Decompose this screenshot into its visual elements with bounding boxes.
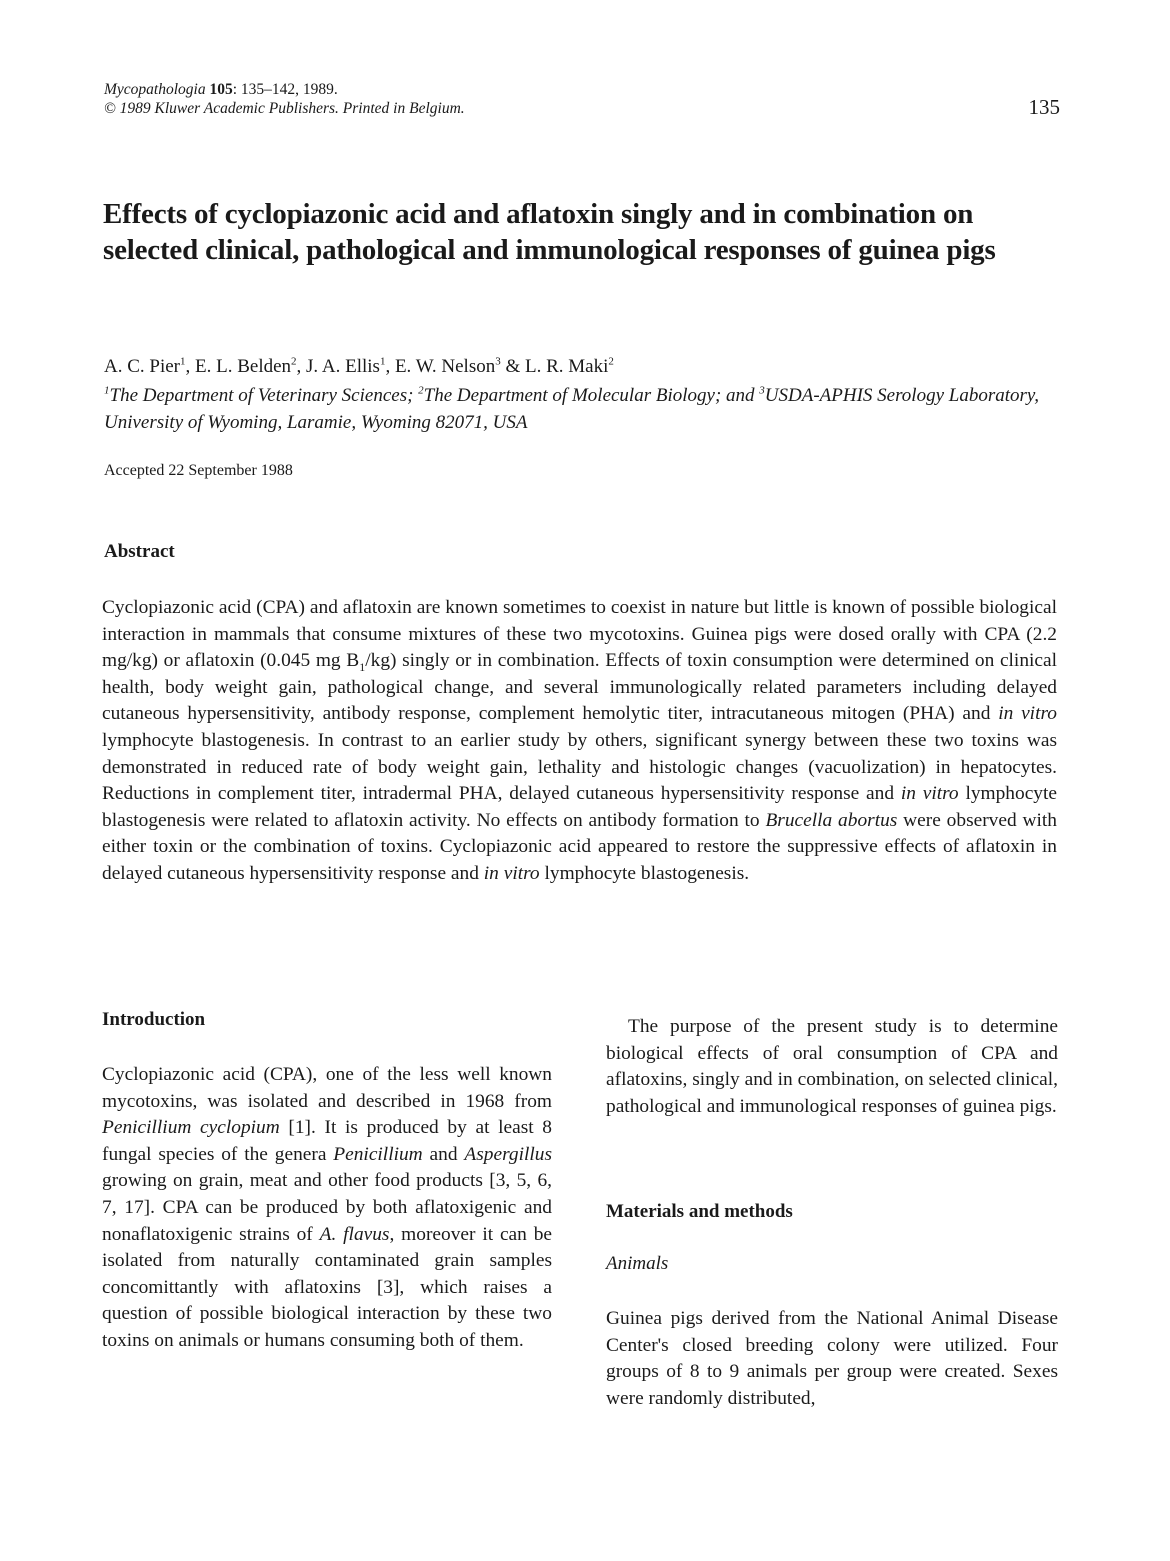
affiliation-mark: 2 [418, 384, 424, 397]
introduction-purpose-paragraph: The purpose of the present study is to determine biological effects of oral consumption of CPA and aflatoxins, singly and in combination, on selected clinical, pathological and immunological responses of guinea pigs. [606, 1016, 1058, 1117]
abstract-text: Cyclopiazonic acid (CPA) and aflatoxin are known sometimes to coexist in nature but little is known of possible biological interaction in mammals that consume mixtures of these two mycotoxins. Guinea pigs were dosed orally with CPA (2.2 mg/kg) or aflatoxin (0.045 mg $B_1/kg$) singly or in combination. Effects of toxin consumption were determined on clinical health, body weight gain, pathological change, and several immunologically related parameters including delayed cutaneous hypersensitivity, antibody response, complement hemolytic titer, intracutaneous mitogen (PHA) and in vitro lymphocyte blastogenesis. In contrast to an earlier study by others, significant synergy between these two toxins was demonstrated in reduced rate of body weight gain, lethality and histologic changes (vacuolization) in hepatocytes. Reductions in complement titer, intradermal PHA, delayed cutaneous hypersensitivity response and in vitro lymphocyte blastogenesis were related to aflatoxin activity. No effects on antibody formation to Brucella abortus were observed with either toxin or the combination of toxins. Cyclopiazonic acid appeared to restore the suppressive effects of aflatoxin in delayed cutaneous hypersensitivity response and in vitro lymphocyte blastogenesis. [102, 597, 1058, 884]
animals-paragraph: Guinea pigs derived from the National Animal Disease Center's closed breeding colony were utilized. Four groups of 8 to 9 animals per group were created. Sexes were randomly distributed, [606, 1308, 1058, 1409]
animals-subheading: Animals [606, 1253, 669, 1274]
article-title: Effects of cyclopiazonic acid and aflatoxin singly and in combination on selected clinical, pathological and immunological responses of guinea pigs [103, 198, 996, 266]
journal-volume: 105 [209, 81, 233, 98]
author-affiliation-mark: 2 [291, 355, 297, 368]
author-list: A. C. Pier$^1$, E. L. Belden$^2$, J. A. Ellis$^1$, E. W. Nelson$^3$ & L. R. Maki$^2$ [104, 355, 614, 377]
author-name: E. L. Belden [195, 356, 292, 377]
abstract-heading: Abstract [104, 541, 175, 562]
methods-heading: Materials and methods [606, 1201, 793, 1222]
author-name: A. C. Pier [104, 356, 180, 377]
author-affiliation-mark: 1 [379, 355, 386, 368]
journal-citation [104, 80, 465, 118]
affiliation-veterinary: The Department of Veterinary Sciences; [109, 385, 414, 406]
affiliation-mark: 3 [759, 384, 765, 397]
author-name: L. R. Maki [525, 356, 609, 377]
introduction-paragraph: Cyclopiazonic acid (CPA), one of the less well known mycotoxins, was isolated and described in 1968 from Penicillium cyclopium [1]. It is produced by at least 8 fungal species of the genera Penicillium and Aspergillus growing on grain, meat and other food products [3, 5, 6, 7, 17]. CPA can be produced by both aflatoxigenic and nonaflatoxigenic strains of A. flavus, moreover it can be isolated from naturally contaminated grain samples concomittantly with aflatoxins [3], which raises a question of possible biological interaction by these two toxins on animals or humans consuming both of them. [102, 1064, 552, 1351]
copyright-line: © 1989 Kluwer Academic Publishers. Printed in Belgium. [104, 100, 465, 117]
affiliation-mark: 1 [104, 384, 110, 397]
affiliation-molecular-biology: The Department of Molecular Biology; and [423, 385, 755, 406]
author-affiliation-mark: 2 [608, 355, 614, 368]
author-affiliation-mark: 3 [495, 355, 501, 368]
affiliation-usda: USDA-APHIS Serology Laboratory, University of Wyoming, Laramie, Wyoming 82071, USA [104, 385, 1040, 433]
author-name: J. A. Ellis [306, 356, 380, 377]
affiliations [104, 382, 1064, 436]
journal-name: Mycopathologia [104, 81, 206, 98]
accepted-date: Accepted 22 September 1988 [104, 462, 293, 479]
author-name: E. W. Nelson [394, 356, 496, 377]
introduction-heading: Introduction [102, 1009, 206, 1030]
journal-pages-year: : 135–142, 1989. [232, 81, 338, 98]
page-number: 135 [1028, 95, 1060, 119]
author-affiliation-mark: 1 [180, 355, 186, 368]
